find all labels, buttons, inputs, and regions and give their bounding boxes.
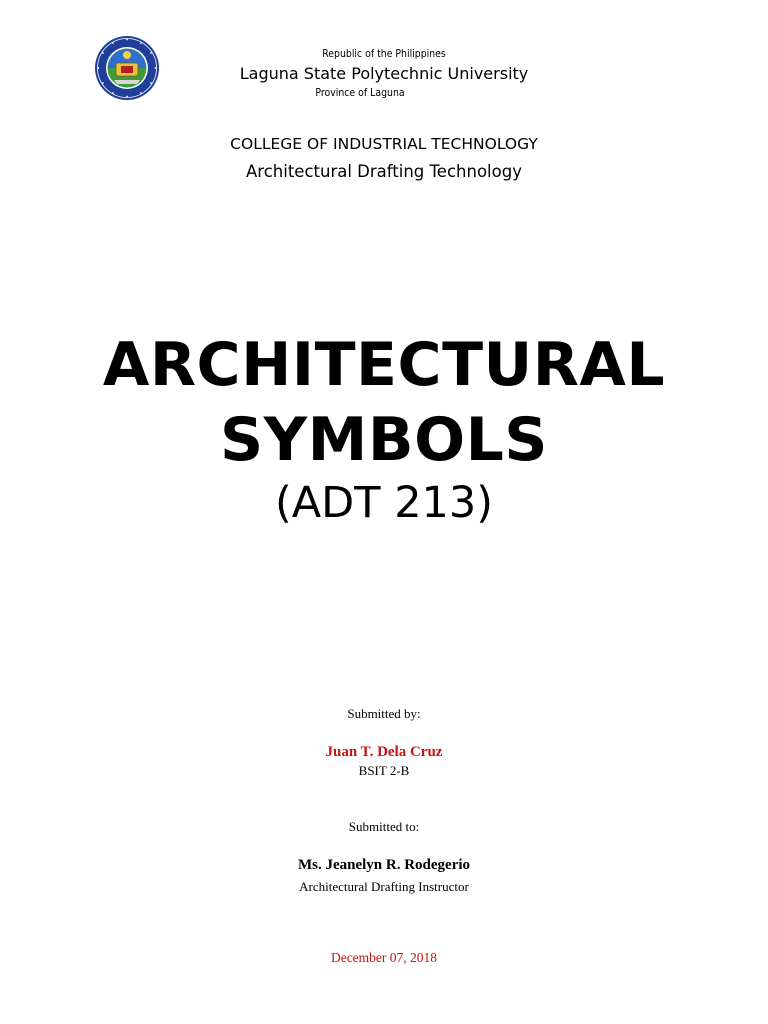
course-code: (ADT 213) <box>274 478 494 528</box>
student-section: BSIT 2-B <box>358 763 410 778</box>
submitted-by-label: Submitted by: <box>347 706 421 721</box>
student-name: Juan T. Dela Cruz <box>325 744 443 760</box>
instructor-name: Ms. Jeanelyn R. Rodegerio <box>297 857 471 873</box>
submitted-to-label: Submitted to: <box>348 819 420 834</box>
program-name: Architectural Drafting Technology <box>246 162 522 181</box>
province-line: Province of Laguna <box>315 86 405 99</box>
document-title-line1: ARCHITECTURAL <box>102 330 666 400</box>
submission-date: December 07, 2018 <box>330 950 438 965</box>
instructor-role: Architectural Drafting Instructor <box>299 879 469 894</box>
university-name: Laguna State Polytechnic University <box>239 64 529 83</box>
college-name: COLLEGE OF INDUSTRIAL TECHNOLOGY <box>230 135 538 153</box>
republic-line: Republic of the Philippines <box>322 47 446 60</box>
document-title-line2: SYMBOLS <box>219 405 549 475</box>
